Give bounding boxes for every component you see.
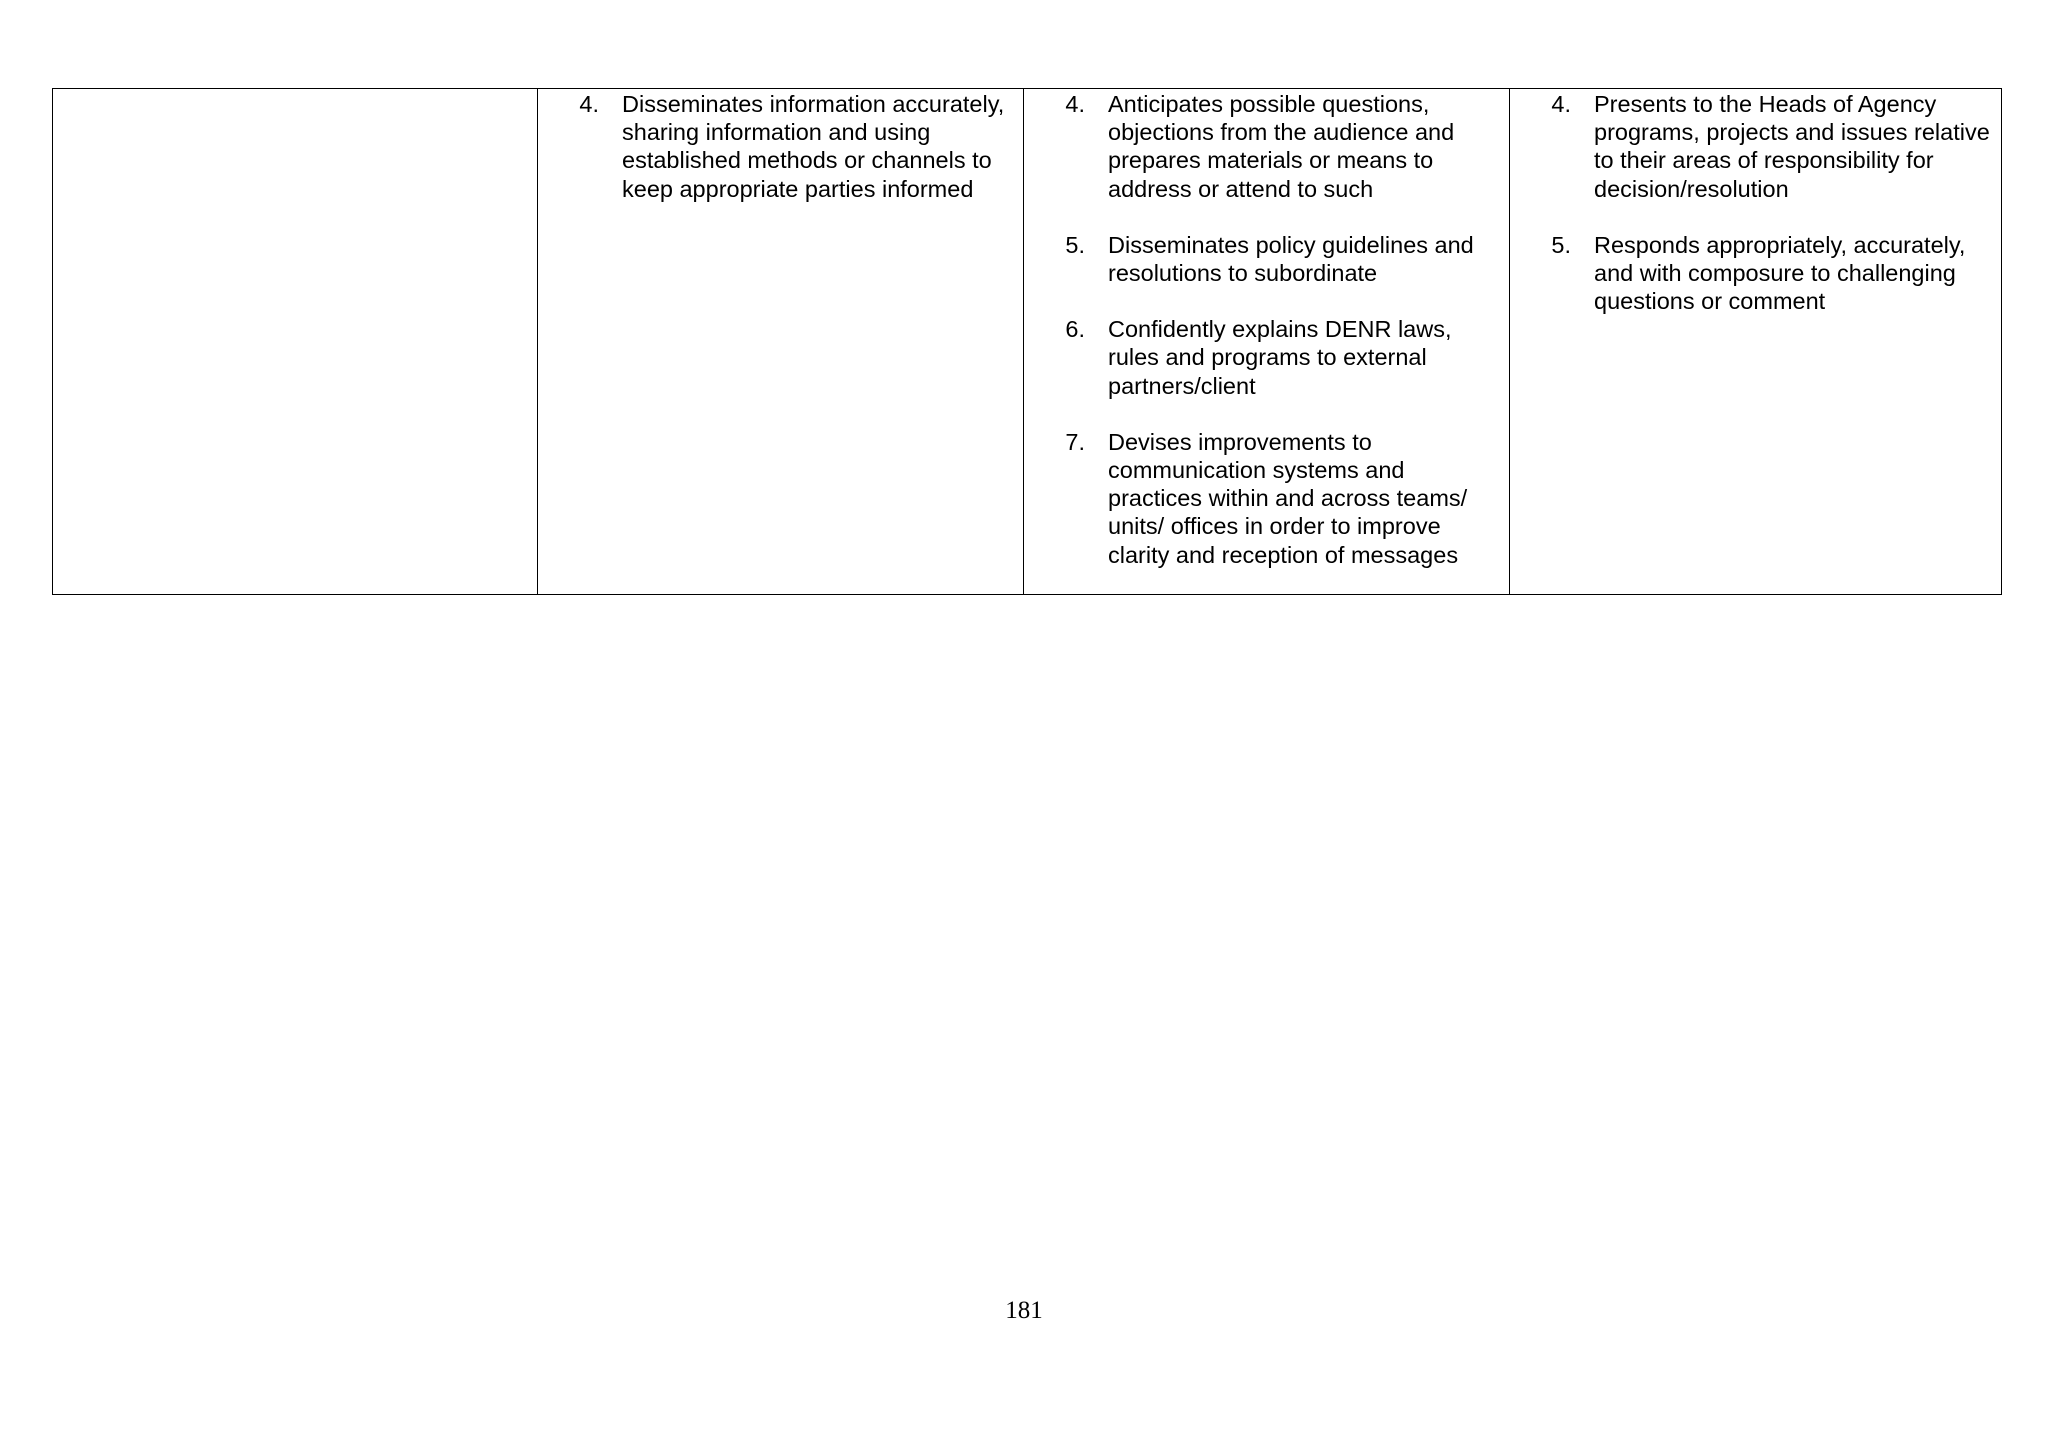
list-item — [1510, 231, 2001, 316]
item-text: Anticipates possible questions, objections from the audience and prepares materials or means to address or attend to such — [1108, 91, 1455, 202]
item-text: Devises improvements to communication systems and practices within and across teams/ units/ offices in order to improve clarity and reception of messages — [1108, 428, 1468, 568]
item-number: 4. — [1551, 91, 1571, 117]
item-number: 4. — [579, 91, 599, 117]
item-text: Confidently explains DENR laws, rules and programs to external partners/client — [1108, 316, 1452, 399]
table-cell-column-1 — [53, 89, 538, 595]
indicator-list — [1510, 90, 2001, 315]
item-number: 6. — [1065, 316, 1085, 343]
list-item — [1024, 315, 1509, 400]
item-text: Responds appropriately, accurately, and with composure to challenging questions or comment — [1594, 231, 1966, 315]
list-item — [1024, 428, 1509, 569]
item-number: 5. — [1551, 231, 1571, 258]
table-cell-column-2 — [538, 89, 1024, 595]
item-number: 4. — [1065, 91, 1085, 117]
item-text: Disseminates policy guidelines and resolutions to subordinate — [1108, 231, 1474, 287]
competency-table — [52, 88, 2002, 595]
item-number: 7. — [1065, 428, 1085, 455]
table-row — [53, 89, 2002, 595]
list-item — [1024, 231, 1509, 287]
table-cell-column-3 — [1024, 89, 1510, 595]
item-text: Presents to the Heads of Agency programs, projects and issues relative to their areas of responsibility for decision/resolution — [1594, 91, 1990, 202]
item-text: Disseminates information accurately, sharing information and using established methods or channels to keep appropriate parties informed — [622, 91, 1005, 202]
table-cell-column-4 — [1510, 89, 2002, 595]
list-item — [1510, 90, 2001, 203]
indicator-list — [1024, 90, 1509, 569]
indicator-list — [538, 90, 1023, 203]
page-number: 181 — [1005, 1297, 1043, 1324]
item-number: 5. — [1065, 231, 1085, 258]
list-item — [1024, 90, 1509, 203]
list-item — [538, 90, 1023, 203]
